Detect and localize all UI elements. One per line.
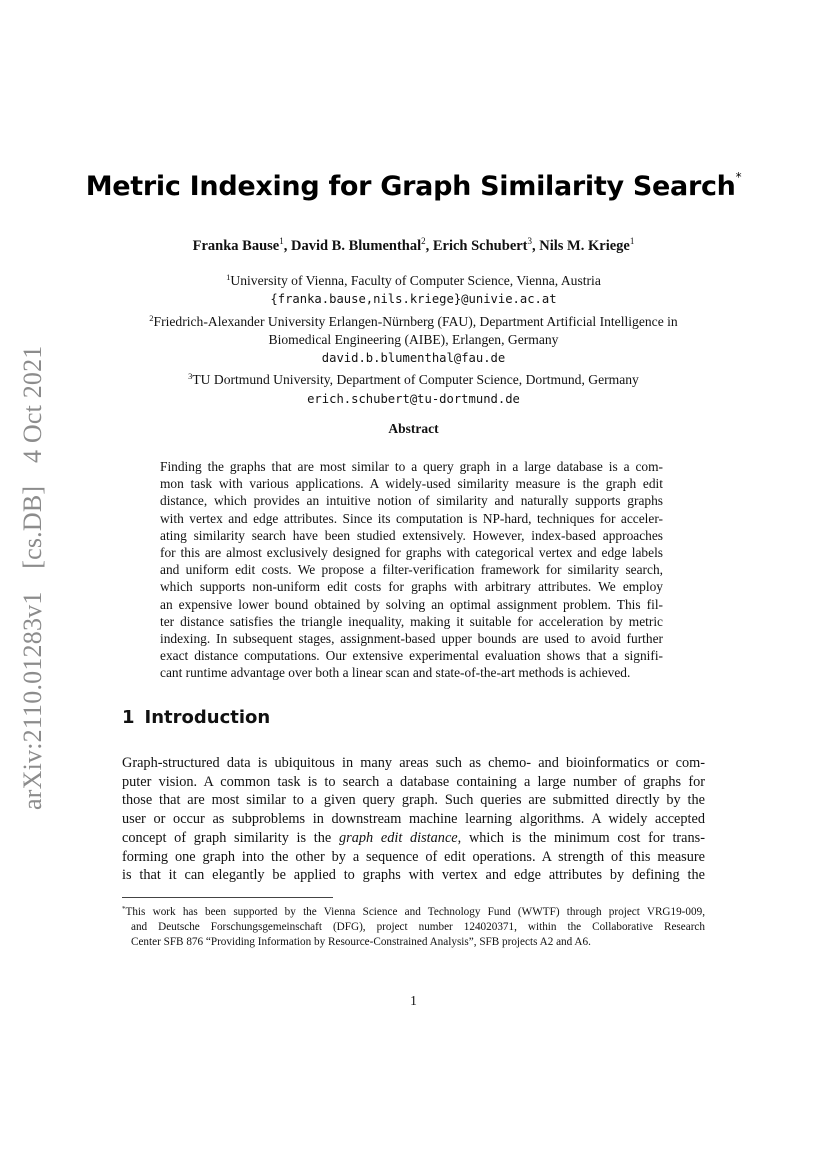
affil-text: University of Vienna, Faculty of Computer Science, Vienna, Austria [230,273,601,288]
affil-text: TU Dortmund University, Department of Computer Science, Dortmund, Germany [192,372,639,388]
body-line [122,773,705,792]
author [193,238,291,254]
body-line [122,866,705,885]
author-list [0,236,827,255]
author-affil-mark: 1 [279,236,284,246]
author-name: David B. Blumenthal [290,238,422,254]
abstract-line: exact distance computations. Our extensive experimental evaluation shows that a signifi- [160,648,663,664]
author-separator: , [532,238,540,254]
arxiv-date: 4 Oct 2021 [18,345,47,464]
body-text: puter vision. A common task is to search a database containing a large number of graphs for [122,773,705,790]
body-text: those that are most similar to a given query graph. Such queries are submitted directly by the [122,792,705,809]
section-number: 1 [122,707,135,728]
body-line [122,848,705,867]
footnote-line: and Deutsche Forschungsgemeinschaft (DFG), project number 124020371, within the Collaborative Research [131,920,705,933]
affiliations [0,268,827,408]
author [433,238,539,254]
body-text: user or occur as subproblems in downstream machine learning algorithms. A widely accepted [122,811,705,828]
affiliation-email[interactable]: david.b.blumenthal@fau.de [321,351,506,366]
abstract-body [160,458,663,682]
body-text: concept of graph similarity is the [122,829,339,846]
affiliation [0,367,827,389]
emphasized-term: graph edit distance [338,829,458,846]
abstract-line: and uniform edit costs. We propose a filter-verification framework for similarity search, [160,562,663,578]
affiliation-email[interactable]: erich.schubert@tu-dortmund.de [307,391,520,406]
section-heading [122,707,270,728]
abstract-line: mon task with various applications. A widely-used similarity measure is the graph edit [160,476,663,492]
abstract-line: which supports non-uniform edit costs for graphs with arbitrary attributes. We employ [160,579,663,595]
abstract-line: an expensive lower bound obtained by solving an optimal assignment problem. This fil- [160,596,663,612]
introduction-paragraph [122,754,705,885]
arxiv-id: arXiv:2110.01283v1 [18,591,47,810]
footnote-line [122,902,705,920]
abstract-line: with vertex and edge attributes. Since its computation is NP-hard, techniques for acceler- [160,510,663,526]
footnote-line: Center SFB 876 “Providing Information by Resource-Constrained Analysis”, SFB projects A2 and A6. [131,935,591,948]
abstract-line: Finding the graphs that are most similar to a query graph in a large database is a com- [160,459,663,474]
page-number: 1 [410,993,417,1008]
body-line [122,791,705,810]
author-affil-mark: 3 [527,236,533,246]
abstract-line: indexing. In subsequent stages, assignment-based upper bounds are used to avoid further [160,631,663,647]
abstract-line: cant runtime advantage over both a linear scan and state-of-the-art methods is achieved. [160,665,631,681]
affil-mark: 1 [226,272,231,282]
author-name: Nils M. Kriege [539,238,630,254]
body-text: forming one graph into the other by a sequence of edit operations. A strength of this measure [122,848,705,865]
affiliation [0,268,827,290]
abstract-line: distance, which provides an intuitive notion of similarity and naturally supports graphs [160,493,663,509]
author [539,238,634,254]
abstract-line: ating similarity search have been studied extensively. However, index-based approaches [160,527,663,543]
affiliation-email[interactable]: {franka.bause,nils.kriege}@univie.ac.at [270,292,557,307]
body-line [122,810,705,829]
abstract-heading: Abstract [388,421,439,436]
author-affil-mark: 1 [629,236,635,246]
abstract-line: ter distance satisfies the triangle inequality, making it suitable for acceleration by metric [160,613,663,629]
title-footnote-mark: * [735,170,742,184]
body-line [122,829,705,848]
body-text: is that it can elegantly be applied to graphs with vertex and edge attributes by defining the [122,867,705,884]
author-separator: , [425,238,433,254]
affil-text: Friedrich-Alexander University Erlangen-Nürnberg (FAU), Department Artificial Intelligence in [153,313,678,329]
paper-title-text: Metric Indexing for Graph Similarity Search [85,171,736,202]
affil-mark: 3 [188,371,193,382]
footnote-mark: * [122,905,126,913]
affiliation [0,309,827,331]
author-separator: , [283,238,291,254]
paper-title [0,170,827,202]
abstract-line: for this are almost exclusively designed for graphs with categorical vertex and edge labels [160,545,663,561]
body-line [122,754,705,773]
author-name: Erich Schubert [432,238,528,254]
affiliation-continued: Biomedical Engineering (AIBE), Erlangen, Germany [268,331,559,347]
arxiv-category: [cs.DB] [18,485,47,569]
author-affil-mark: 2 [421,236,426,246]
footnote-text: This work has been supported by the Vienna Science and Technology Fund (WWTF) through project VRG19-009, [125,906,705,918]
footnote [122,902,705,950]
body-text: Graph-structured data is ubiquitous in many areas such as chemo- and bioinformatics or com- [122,755,705,771]
body-text: , which is the minimum cost for trans- [457,829,706,846]
author [291,238,433,254]
section-title: Introduction [144,707,271,728]
footnote-divider [122,897,333,898]
author-name: Franka Bause [192,238,280,254]
affil-mark: 2 [149,312,154,323]
